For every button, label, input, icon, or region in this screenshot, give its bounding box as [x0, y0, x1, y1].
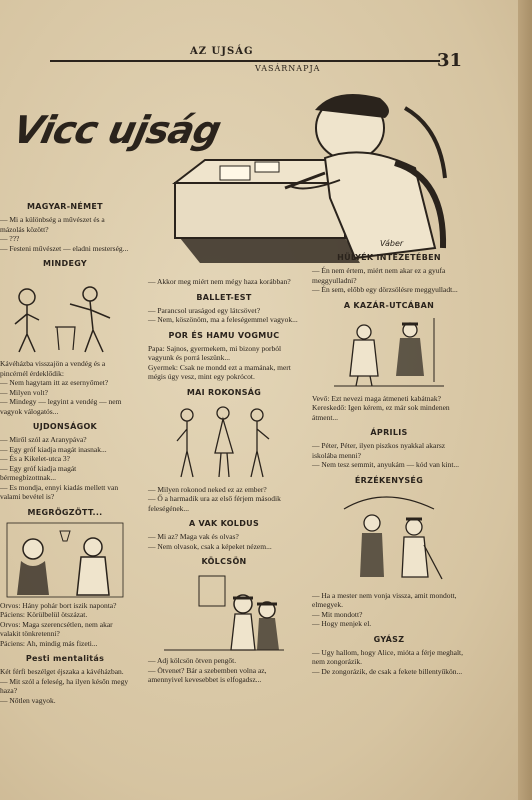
text-intro-col2: — Akkor meg miért nem mégy haza korábban? — [148, 277, 291, 286]
mindegy-cartoon — [5, 272, 125, 357]
text-por-es-hamu: Papa: Sajnos, gyermekem, mi bizony porból vagyunk és porrá leszünk... Gyermek: Csak ne mondd ezt a mamának, mert mégis úgy vesz, mint egy pokrócot. — [148, 343, 291, 381]
heading-kazar-utcaban: A KAZÁR-UTCÁBAN — [343, 300, 435, 310]
heading-kolcson: KÖLCSÖN — [201, 557, 247, 566]
text-mindegy: Kávéházba visszajön a vendég és a pincérnél érdeklődik: — Nem hagytam itt az esernyőmet? — Milyen volt? — Mindegy — legyint a vendég — nem vagyok válogatós... — [0, 359, 122, 416]
heading-mai-rokonsag: MAI ROKONSÁG — [186, 387, 262, 397]
erzekenyseg-cartoon — [324, 489, 454, 589]
heading-magyar-nemet: MAGYAR-NÉMET — [27, 202, 103, 211]
text-hulyek: — Én nem értem, miért nem akar ez a gyufa meggyulladni? — Én sem, előbb egy dörzsölésre meggyulladt... — [312, 266, 458, 294]
cartoon-signature: Váber — [380, 239, 404, 248]
text-megrogzott: Orvos: Hány pohár bort iszik naponta? Páciens: Körülbelül ötszázat. Orvos: Maga szerencsétlen, nem akar valakit tönkretenni? Páciens: Ah, mindig más fizeti... — [0, 600, 117, 648]
column-middle — [148, 277, 300, 685]
heading-megrogzott: MEGRÖGZÖTT... — [27, 507, 103, 517]
masthead — [40, 46, 440, 76]
masthead-bottom-label: VASÁRNAPJA — [255, 64, 321, 73]
kazar-utcaban-cartoon — [324, 314, 454, 392]
text-pesti-mentalitas: Két férfi beszélget éjszaka a kávéházban. — Mit szól a feleség, ha ilyen későn megy haza? — Nőtlen vagyok. — [0, 667, 129, 705]
page-edge — [518, 0, 532, 800]
text-ujdonsagok: — Miről szól az Aranypáva? — Egy gróf kiadja magát inasnak... — És a Kikelet-utca 3? — Egy gróf kiadja magát bérmegbízottnak... — Es mondja, ennyi kiadás mellett van valami bevétel is? — [0, 435, 119, 501]
text-kazar-utcaban: Vevő: Ezt nevezi maga átmeneti kabátnak? Kereskedő: Igen kérem, ez már sok mindenen átment... — [312, 393, 450, 422]
text-magyar-nemet: — Mi a különbség a művészet és a mázolás között? — ??? — Festeni művészet — eladni mesterség... — [0, 215, 129, 253]
heading-hulyek: HÜLYÉK INTÉZETÉBEN — [337, 253, 441, 262]
text-a-vak-koldus: — Mi az? Maga vak és olvas? — Nem olvasok, csak a képeket nézem... — [148, 532, 272, 551]
heading-pesti-mentalitas: Pesti mentalitás — [25, 654, 105, 663]
heading-a-vak-koldus: A VAK KOLDUS — [188, 519, 260, 528]
heading-ujdonsagok: UJDONSÁGOK — [32, 422, 98, 431]
column-left — [0, 196, 130, 705]
heading-erzekenyseg: ÉRZÉKENYSÉG — [354, 475, 424, 485]
column-right — [312, 247, 466, 676]
heading-ballet-est: BALLET-EST — [196, 292, 252, 302]
masthead-top-label: AZ UJSÁG — [190, 46, 254, 57]
text-erzekenyseg: — Ha a mester nem vonja vissza, amit mondott, elmegyek. — Mit mondott? — Hogy menjek el. — [312, 590, 457, 628]
header-cartoon — [165, 88, 450, 263]
megrogzott-cartoon — [5, 521, 125, 599]
mai-rokonsag-cartoon — [159, 401, 289, 483]
heading-aprilis: ÁPRILIS — [370, 428, 408, 437]
page-number: 31 — [437, 50, 463, 71]
heading-gyasz: GYÁSZ — [373, 634, 405, 644]
text-kolcson: — Adj kölcsön ötven pengőt. — Ötvenet? Bár a szebemben volna az, amennyivel kevesebbet is elfogadsz... — [148, 656, 267, 684]
masthead-rule — [50, 60, 440, 62]
page-title: Vicc ujság — [9, 108, 225, 152]
kolcson-cartoon — [159, 570, 289, 654]
text-mai-rokonsag: — Milyen rokonod neked ez az ember? — Ő a harmadik ura az első férjem második feleségének... — [148, 484, 281, 513]
text-gyasz: — Ugy hallom, hogy Alice, mióta a férje meghalt, nem zongorázik. — De zongorázik, de csak a fekete billentyűkön... — [312, 647, 464, 676]
text-aprilis: — Péter, Péter, ilyen piszkos nyakkal akarsz iskolába menni? — Nem tesz semmit, anyukám — kód van kint... — [312, 441, 460, 469]
heading-por-es-hamu: POR ÉS HAMU VOGMUC — [168, 330, 280, 340]
heading-mindegy: MINDEGY — [42, 259, 88, 268]
text-ballet-est: — Parancsol uraságod egy látcsövet? — Nem, köszönöm, ma a feleségemmel vagyok... — [148, 305, 298, 324]
